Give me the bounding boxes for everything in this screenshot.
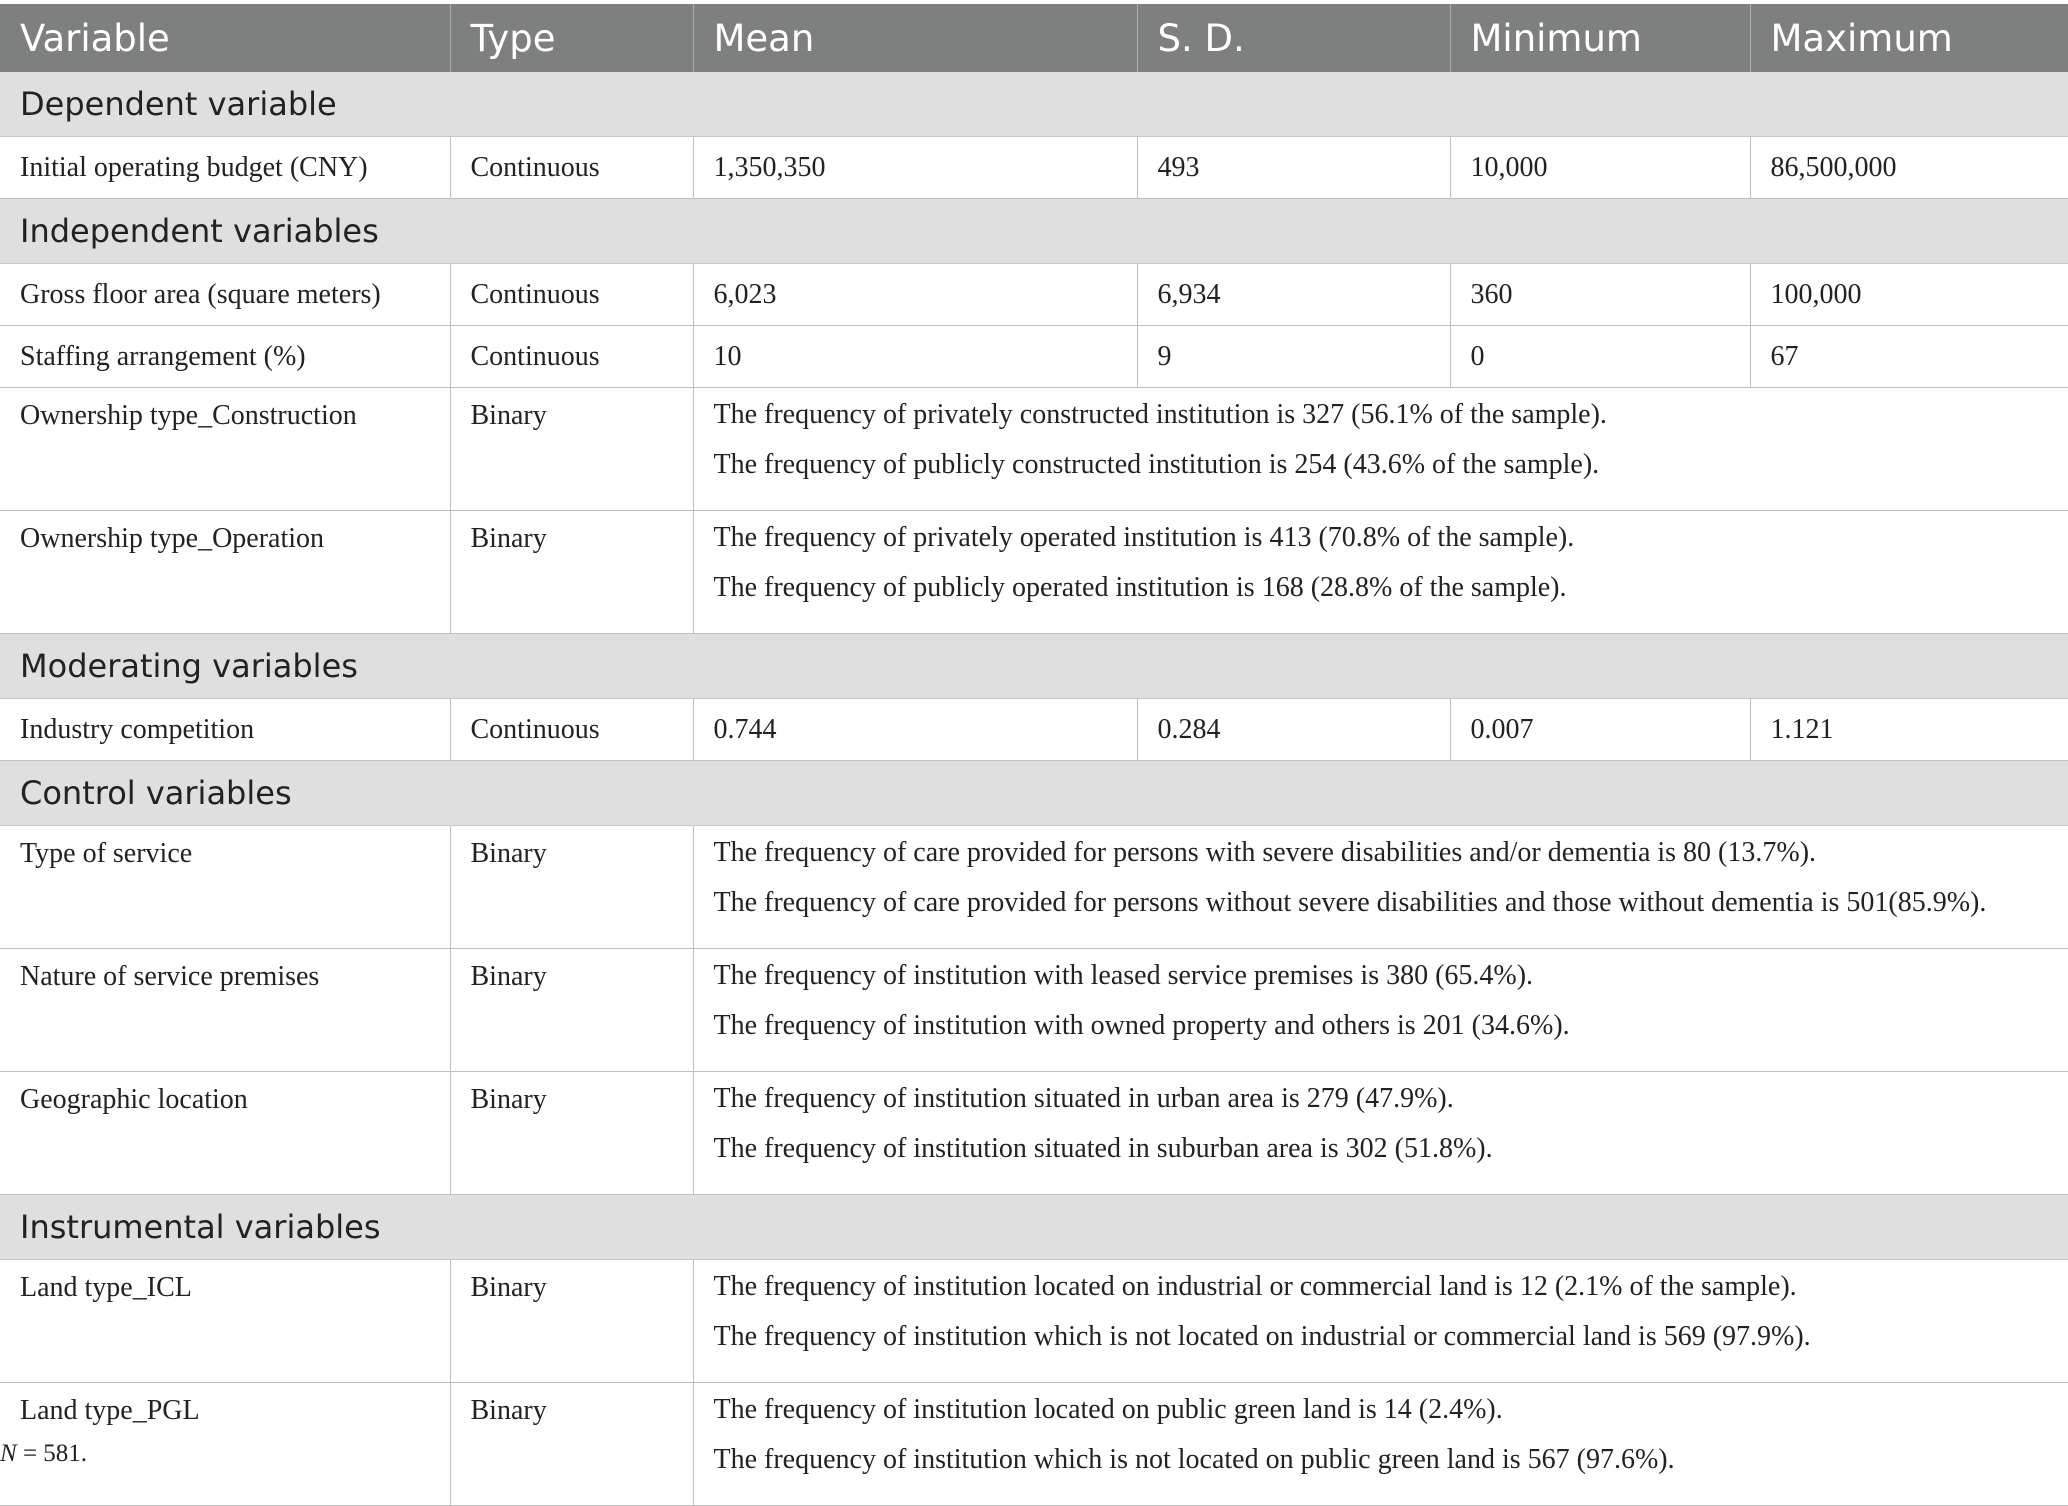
cell-frequency-description xyxy=(693,388,2068,511)
cell-type: Binary xyxy=(450,1260,693,1383)
table-row xyxy=(0,388,2068,511)
frequency-line: The frequency of publicly operated institution is 168 (28.8% of the sample). xyxy=(713,572,1567,603)
cell-variable: Land type_ICL xyxy=(0,1260,450,1383)
cell-sd: 0.284 xyxy=(1137,699,1450,761)
cell-frequency-description xyxy=(693,1072,2068,1195)
cell-frequency-description xyxy=(693,949,2068,1072)
cell-frequency-description xyxy=(693,1260,2068,1383)
frequency-line: The frequency of privately constructed institution is 327 (56.1% of the sample). xyxy=(713,399,1607,430)
frequency-line: The frequency of institution located on industrial or commercial land is 12 (2.1% of the sample). xyxy=(713,1271,1797,1302)
cell-minimum: 10,000 xyxy=(1450,137,1750,199)
cell-type: Continuous xyxy=(450,264,693,326)
frequency-line: The frequency of institution which is not located on industrial or commercial land is 569 (97.9%). xyxy=(713,1321,1811,1352)
frequency-line: The frequency of institution with leased service premises is 380 (65.4%). xyxy=(713,960,1534,991)
cell-mean: 6,023 xyxy=(693,264,1137,326)
cell-maximum: 86,500,000 xyxy=(1750,137,2068,199)
cell-type: Continuous xyxy=(450,326,693,388)
cell-mean: 0.744 xyxy=(693,699,1137,761)
cell-variable: Geographic location xyxy=(0,1072,450,1195)
table-row xyxy=(0,949,2068,1072)
table-header xyxy=(0,4,2068,72)
statistics-table xyxy=(0,4,2068,1506)
footnote-text: = 581. xyxy=(16,1440,88,1467)
table-row xyxy=(0,511,2068,634)
section-row xyxy=(0,761,2068,826)
frequency-line: The frequency of institution located on public green land is 14 (2.4%). xyxy=(713,1394,1503,1425)
frequency-line: The frequency of institution with owned property and others is 201 (34.6%). xyxy=(713,1010,1570,1041)
header-row xyxy=(0,4,2068,72)
frequency-line: The frequency of care provided for persons without severe disabilities and those without dementia is 501(85.9%). xyxy=(713,887,1987,918)
cell-type: Binary xyxy=(450,1383,693,1506)
cell-type: Binary xyxy=(450,949,693,1072)
cell-type: Binary xyxy=(450,1072,693,1195)
section-dependent: Dependent variable xyxy=(0,72,2068,137)
cell-maximum: 67 xyxy=(1750,326,2068,388)
footnote-symbol: N xyxy=(0,1440,17,1467)
cell-mean: 1,350,350 xyxy=(693,137,1137,199)
table-footnote xyxy=(0,1440,87,1468)
cell-variable: Industry competition xyxy=(0,699,450,761)
frequency-line: The frequency of care provided for persons with severe disabilities and/or dementia is 80 (13.7%). xyxy=(713,837,1817,868)
cell-type: Binary xyxy=(450,826,693,949)
frequency-line: The frequency of privately operated institution is 413 (70.8% of the sample). xyxy=(713,522,1575,553)
cell-variable: Staffing arrangement (%) xyxy=(0,326,450,388)
section-instrumental: Instrumental variables xyxy=(0,1195,2068,1260)
table-row xyxy=(0,1260,2068,1383)
cell-type: Continuous xyxy=(450,699,693,761)
cell-variable: Ownership type_Operation xyxy=(0,511,450,634)
cell-type: Binary xyxy=(450,388,693,511)
cell-minimum: 0 xyxy=(1450,326,1750,388)
frequency-line: The frequency of publicly constructed institution is 254 (43.6% of the sample). xyxy=(713,449,1600,480)
table-row xyxy=(0,326,2068,388)
cell-maximum: 100,000 xyxy=(1750,264,2068,326)
frequency-line: The frequency of institution which is not located on public green land is 567 (97.6%). xyxy=(713,1444,1675,1475)
cell-variable: Nature of service premises xyxy=(0,949,450,1072)
header-maximum: Maximum xyxy=(1750,4,2068,72)
section-row xyxy=(0,199,2068,264)
cell-frequency-description xyxy=(693,1383,2068,1506)
table-row xyxy=(0,264,2068,326)
header-minimum: Minimum xyxy=(1450,4,1750,72)
section-moderating: Moderating variables xyxy=(0,634,2068,699)
section-control: Control variables xyxy=(0,761,2068,826)
cell-sd: 6,934 xyxy=(1137,264,1450,326)
table-row xyxy=(0,137,2068,199)
frequency-line: The frequency of institution situated in urban area is 279 (47.9%). xyxy=(713,1083,1454,1114)
cell-maximum: 1.121 xyxy=(1750,699,2068,761)
cell-variable: Type of service xyxy=(0,826,450,949)
cell-variable: Initial operating budget (CNY) xyxy=(0,137,450,199)
cell-minimum: 360 xyxy=(1450,264,1750,326)
cell-variable: Gross floor area (square meters) xyxy=(0,264,450,326)
section-row xyxy=(0,1195,2068,1260)
table-row xyxy=(0,699,2068,761)
frequency-line: The frequency of institution situated in suburban area is 302 (51.8%). xyxy=(713,1133,1493,1164)
cell-variable: Land type_PGL xyxy=(0,1383,450,1506)
header-variable: Variable xyxy=(0,4,450,72)
table-row xyxy=(0,1383,2068,1506)
cell-frequency-description xyxy=(693,511,2068,634)
cell-sd: 493 xyxy=(1137,137,1450,199)
cell-frequency-description xyxy=(693,826,2068,949)
section-independent: Independent variables xyxy=(0,199,2068,264)
table-row xyxy=(0,826,2068,949)
header-mean: Mean xyxy=(693,4,1137,72)
cell-variable: Ownership type_Construction xyxy=(0,388,450,511)
table-row xyxy=(0,1072,2068,1195)
cell-type: Continuous xyxy=(450,137,693,199)
cell-sd: 9 xyxy=(1137,326,1450,388)
cell-mean: 10 xyxy=(693,326,1137,388)
cell-type: Binary xyxy=(450,511,693,634)
section-row xyxy=(0,72,2068,137)
header-sd: S. D. xyxy=(1137,4,1450,72)
header-type: Type xyxy=(450,4,693,72)
cell-minimum: 0.007 xyxy=(1450,699,1750,761)
section-row xyxy=(0,634,2068,699)
